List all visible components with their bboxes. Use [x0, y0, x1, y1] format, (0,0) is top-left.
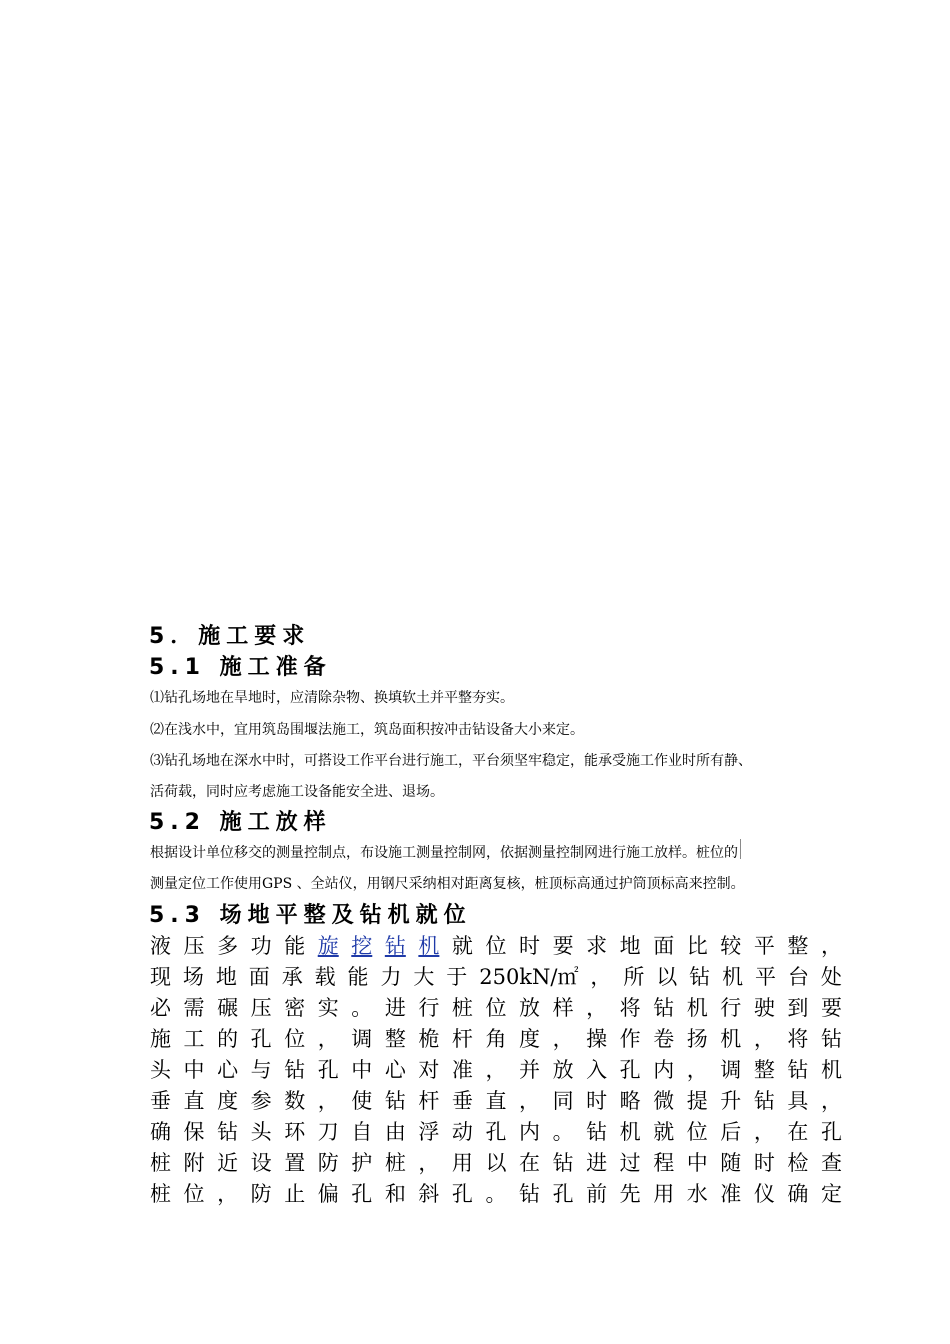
text-char: 内	[653, 1058, 675, 1082]
text-char: 位	[284, 1027, 306, 1051]
text-char: 。	[351, 996, 373, 1020]
text-char: 压	[250, 996, 272, 1020]
text-char: 用	[451, 1151, 473, 1175]
text-char: 地	[215, 965, 237, 989]
text-char: 作	[619, 1027, 641, 1051]
text-char: 平	[753, 934, 775, 958]
text-char: 心	[217, 1058, 239, 1082]
text-char: 进	[586, 1151, 608, 1175]
text-char: 压	[183, 934, 205, 958]
text-char: ，	[753, 1120, 775, 1144]
body-line-9	[150, 1180, 842, 1208]
text-char: 度	[217, 1089, 239, 1113]
text-char: 就	[451, 934, 473, 958]
text-char: 直	[183, 1089, 205, 1113]
body-line-6	[150, 1087, 842, 1115]
text-char: 场	[182, 965, 204, 989]
text-char: 在	[519, 1151, 541, 1175]
text-char: 准	[720, 1182, 742, 1206]
text-char: 操	[586, 1027, 608, 1051]
text-char: 面	[248, 965, 270, 989]
text-char: 略	[619, 1089, 641, 1113]
text-char: 度	[519, 1027, 541, 1051]
text-char: 求	[586, 934, 608, 958]
text-char: 放	[519, 996, 541, 1020]
text-char: 碾	[217, 996, 239, 1020]
text-char: 面	[653, 934, 675, 958]
text-char: 角	[485, 1027, 507, 1051]
text-char: 整	[753, 1058, 775, 1082]
text-char: 保	[183, 1120, 205, 1144]
text-char: 机	[820, 1058, 842, 1082]
text-char: 设	[250, 1151, 272, 1175]
text-char: 钻	[653, 996, 675, 1020]
text-char: 查	[820, 1151, 842, 1175]
text-char: 斜	[418, 1182, 440, 1206]
text-char: 钻	[552, 1151, 574, 1175]
text-char: 以	[656, 965, 678, 989]
text-char: 钻	[787, 1058, 809, 1082]
text-char: 提	[686, 1089, 708, 1113]
text-char: 数	[284, 1089, 306, 1113]
link-char[interactable]: 挖	[351, 934, 373, 958]
heading-section-5-2: 5.2 施工放样	[149, 810, 332, 835]
text-char: 调	[351, 1027, 373, 1051]
text-char: 承	[281, 965, 303, 989]
link-char[interactable]: 钻	[384, 934, 406, 958]
text-char: 施	[150, 1027, 171, 1051]
text-char: 机	[686, 996, 708, 1020]
text-char: 工	[183, 1027, 205, 1051]
paragraph-site-shallow: ⑵在浅水中，宜用筑岛围堰法施工，筑岛面积按冲击钻设备大小来定。	[150, 722, 584, 738]
text-char: 就	[653, 1120, 675, 1144]
text-char: 较	[720, 934, 742, 958]
text-char: 位	[183, 1182, 205, 1206]
text-char: 现	[150, 965, 171, 989]
text-char: ，	[485, 1058, 507, 1082]
text-char: ，	[590, 965, 612, 989]
text-char: 和	[384, 1182, 406, 1206]
text-char: 钻	[519, 1182, 541, 1206]
text-char: 所	[623, 965, 645, 989]
text-char: 止	[284, 1182, 306, 1206]
text-char: 桩	[451, 996, 473, 1020]
text-char: 钻	[820, 1027, 842, 1051]
text-char: 实	[317, 996, 339, 1020]
text-char: 样	[552, 996, 574, 1020]
text-char: 中	[183, 1058, 205, 1082]
text-char: 机	[720, 1027, 742, 1051]
paragraph-site-dry: ⑴钻孔场地在旱地时，应清除杂物、换填软土并平整夯实。	[150, 690, 514, 706]
text-char: 。	[485, 1182, 507, 1206]
text-char: 使	[351, 1089, 373, 1113]
text-char: 钻	[753, 1089, 775, 1113]
text-char: 杆	[418, 1089, 440, 1113]
text-char: 位	[485, 934, 507, 958]
text-char: 微	[653, 1089, 675, 1113]
text-char: ，	[418, 1151, 440, 1175]
text-char: 整	[384, 1027, 406, 1051]
text-char: 定	[820, 1182, 842, 1206]
text-char: ，	[686, 1058, 708, 1082]
link-char[interactable]: 旋	[317, 934, 339, 958]
text-char: 以	[485, 1151, 507, 1175]
text-char: 处	[820, 965, 842, 989]
text-char: 多	[217, 934, 239, 958]
text-char: 在	[787, 1120, 809, 1144]
text-char: 能	[347, 965, 369, 989]
text-char: ，	[217, 1182, 239, 1206]
text-char: 进	[384, 996, 406, 1020]
text-char: 钻	[689, 965, 711, 989]
text-char: 钻	[284, 1058, 306, 1082]
text-char: ，	[586, 996, 608, 1020]
text-char: 250kN/㎡	[479, 965, 579, 989]
text-char: 。	[552, 1120, 574, 1144]
text-char: 对	[418, 1058, 440, 1082]
text-char: 平	[755, 965, 777, 989]
text-char: 力	[380, 965, 402, 989]
text-char: 附	[183, 1151, 205, 1175]
heading-section-5: 5．施工要求	[149, 624, 311, 649]
text-char: 中	[351, 1058, 373, 1082]
body-line-2	[150, 963, 842, 991]
text-char: 将	[787, 1027, 809, 1051]
text-char: 确	[150, 1120, 171, 1144]
text-char: 孔	[552, 1182, 574, 1206]
text-char: 并	[519, 1058, 541, 1082]
text-char: 到	[787, 996, 809, 1020]
text-char: 孔	[451, 1182, 473, 1206]
text-char: 先	[619, 1182, 641, 1206]
text-char: 功	[250, 934, 272, 958]
text-char: 参	[250, 1089, 272, 1113]
text-char: 程	[653, 1151, 675, 1175]
text-cursor	[740, 839, 741, 859]
text-char: 需	[183, 996, 205, 1020]
text-char: 杆	[451, 1027, 473, 1051]
text-char: 调	[720, 1058, 742, 1082]
text-char: 前	[586, 1182, 608, 1206]
text-char: 机	[619, 1120, 641, 1144]
text-char: 近	[217, 1151, 239, 1175]
text-char: 放	[552, 1058, 574, 1082]
text-char: 动	[451, 1120, 473, 1144]
text-char: 防	[250, 1182, 272, 1206]
text-char: 孔	[351, 1182, 373, 1206]
text-char: 偏	[317, 1182, 339, 1206]
text-char: 要	[820, 996, 842, 1020]
text-char: 自	[351, 1120, 373, 1144]
text-char: 垂	[150, 1089, 171, 1113]
text-char: 水	[686, 1182, 708, 1206]
text-char: 卷	[653, 1027, 675, 1051]
paragraph-setout-line2: 测量定位工作使用GPS 、全站仪，用钢尺采纳相对距离复核，桩顶标高通过护筒顶标高来控制。	[150, 876, 745, 892]
text-char: 扬	[686, 1027, 708, 1051]
text-char: 钻	[586, 1120, 608, 1144]
body-line-7	[150, 1118, 842, 1146]
text-char: 行	[418, 996, 440, 1020]
text-char: 位	[485, 996, 507, 1020]
text-char: 后	[720, 1120, 742, 1144]
text-char: 升	[720, 1089, 742, 1113]
text-char: 同	[552, 1089, 574, 1113]
text-char: 桅	[418, 1027, 440, 1051]
text-char: 刀	[317, 1120, 339, 1144]
text-char: 浮	[418, 1120, 440, 1144]
text-char: 能	[284, 934, 306, 958]
text-char: 中	[686, 1151, 708, 1175]
paragraph-site-deep-line2: 活荷载，同时应考虑施工设备能安全进、退场。	[150, 784, 444, 800]
body-line-4	[150, 1025, 842, 1053]
text-char: 检	[787, 1151, 809, 1175]
text-char: 密	[284, 996, 306, 1020]
text-char: ，	[317, 1027, 339, 1051]
text-char: 桩	[384, 1151, 406, 1175]
text-char: 载	[314, 965, 336, 989]
body-line-1	[150, 932, 842, 960]
text-char: 头	[150, 1058, 171, 1082]
text-char: 要	[552, 934, 574, 958]
text-char: 驶	[753, 996, 775, 1020]
text-char: 孔	[619, 1058, 641, 1082]
text-char: ，	[317, 1089, 339, 1113]
heading-section-5-1: 5.1 施工准备	[149, 655, 332, 680]
text-char: 时	[519, 934, 541, 958]
text-char: ，	[820, 934, 842, 958]
text-char: 心	[384, 1058, 406, 1082]
text-char: 仪	[753, 1182, 775, 1206]
text-char: 垂	[451, 1089, 473, 1113]
text-char: ，	[820, 1089, 842, 1113]
text-char: 行	[720, 996, 742, 1020]
text-char: 桩	[150, 1182, 171, 1206]
body-line-3	[150, 994, 842, 1022]
text-char: ，	[519, 1089, 541, 1113]
text-char: 由	[384, 1120, 406, 1144]
text-char: 与	[250, 1058, 272, 1082]
paragraph-setout-line1: 根据设计单位移交的测量控制点，布设施工测量控制网，依据测量控制网进行施工放样。桩位的	[150, 845, 738, 861]
text-char: 于	[446, 965, 468, 989]
text-char: 台	[787, 965, 809, 989]
text-char: 整	[787, 934, 809, 958]
text-char: 用	[653, 1182, 675, 1206]
text-char: 具	[787, 1089, 809, 1113]
text-char: 内	[519, 1120, 541, 1144]
text-char: 准	[451, 1058, 473, 1082]
text-char: ，	[552, 1027, 574, 1051]
text-char: 防	[317, 1151, 339, 1175]
text-char: 钻	[384, 1089, 406, 1113]
text-char: 的	[217, 1027, 239, 1051]
text-char: 时	[586, 1089, 608, 1113]
text-char: 入	[586, 1058, 608, 1082]
text-char: 位	[686, 1120, 708, 1144]
text-char: 护	[351, 1151, 373, 1175]
text-char: ，	[753, 1027, 775, 1051]
text-char: 孔	[485, 1120, 507, 1144]
heading-section-5-3: 5.3 场地平整及钻机就位	[149, 903, 472, 928]
text-char: 确	[787, 1182, 809, 1206]
text-char: 必	[150, 996, 171, 1020]
text-char: 头	[250, 1120, 272, 1144]
text-char: 孔	[820, 1120, 842, 1144]
text-char: 孔	[317, 1058, 339, 1082]
link-char[interactable]: 机	[418, 934, 440, 958]
text-char: 地	[619, 934, 641, 958]
text-char: 过	[619, 1151, 641, 1175]
text-char: 桩	[150, 1151, 171, 1175]
body-line-5	[150, 1056, 842, 1084]
text-char: 环	[284, 1120, 306, 1144]
text-char: 随	[720, 1151, 742, 1175]
text-char: 直	[485, 1089, 507, 1113]
text-char: 置	[284, 1151, 306, 1175]
text-char: 机	[722, 965, 744, 989]
text-char: 钻	[217, 1120, 239, 1144]
text-char: 液	[150, 934, 171, 958]
body-line-8	[150, 1149, 842, 1177]
text-char: 孔	[250, 1027, 272, 1051]
text-char: 大	[413, 965, 435, 989]
text-char: 时	[753, 1151, 775, 1175]
paragraph-site-deep-line1: ⑶钻孔场地在深水中时，可搭设工作平台进行施工，平台须坚牢稳定，能承受施工作业时所有静、	[150, 753, 752, 769]
text-char: 将	[619, 996, 641, 1020]
text-char: 比	[686, 934, 708, 958]
